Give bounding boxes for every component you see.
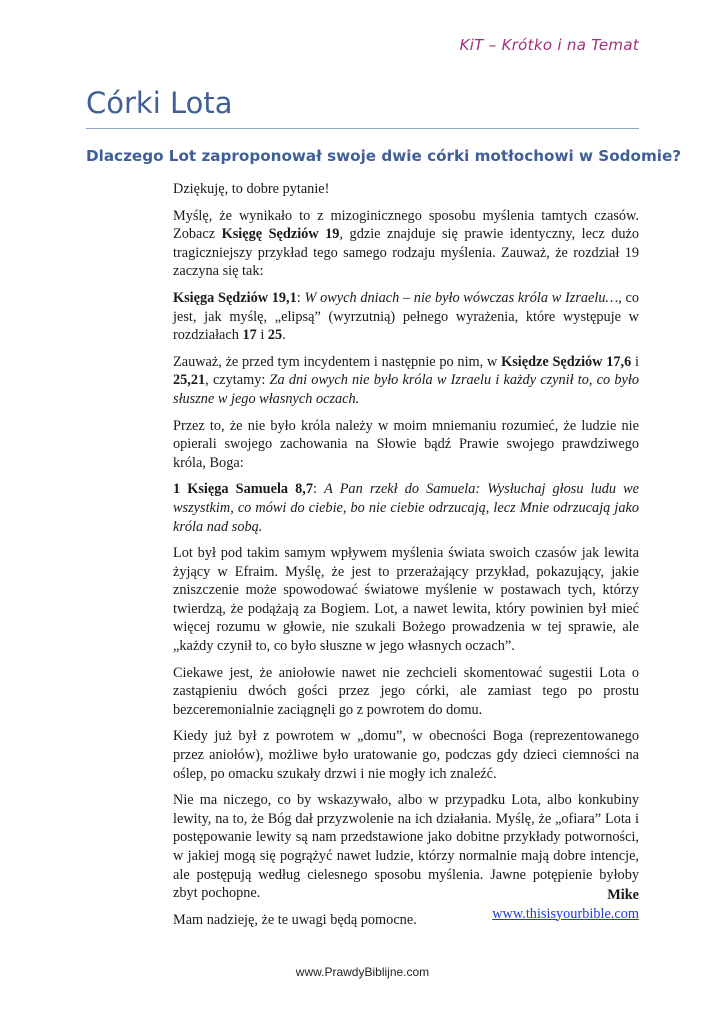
scripture-reference: 25,21 <box>173 372 206 389</box>
scripture-reference: Księgę Sędziów 19 <box>221 226 340 243</box>
signature-block <box>173 886 639 923</box>
author-name: Mike <box>607 887 639 903</box>
paragraph-9: Kiedy już był z powrotem w „domu”, w obecności Boga (reprezentowanego przez aniołów), możliwe było uratowanie go, podczas gdy dzieci ciemności na oślep, po omacku szukały drzwi i nie mogły ich znaleźć. <box>173 728 639 782</box>
scripture-quote: Za dni owych nie było króla w Izraelu i każdy czynił to, co było słuszne w jego własnych oczach. <box>173 372 639 407</box>
scripture-reference: Księga Sędziów 19,1 <box>173 289 297 306</box>
scripture-reference: Księdze Sędziów 17,6 <box>501 353 632 370</box>
footer-url: www.PrawdyBiblijne.com <box>295 965 430 979</box>
chapter-number: 25 <box>267 327 283 344</box>
text: , gdzie znajduje się prawie identyczny, lecz dużo tragiczniejszy przykład tego samego rodzaju myślenia. Zauważ, że rozdział 19 zaczyna się tak: <box>173 226 639 280</box>
text: i <box>631 353 640 370</box>
scripture-quote: A Pan rzekł do Samuela: Wysłuchaj głosu ludu we wszystkim, co mówi do ciebie, bo nie ciebie odrzucają, lecz Mnie odrzucają jako króla nad sobą. <box>173 481 640 535</box>
title-divider <box>86 128 639 129</box>
paragraph-2 <box>173 207 639 281</box>
text: Myślę, że wynikało to z mizoginicznego sposobu myślenia tamtych czasów. Zobacz <box>173 207 639 243</box>
text: i <box>256 327 268 344</box>
paragraph-8: Ciekawe jest, że aniołowie nawet nie zechcieli skomentować sugestii Lota o zastąpieniu dwóch gości przez jego córki, ale zamiast tego po prostu bezceremonialnie zaciągnęli go z powrotem do domu. <box>173 664 639 718</box>
paragraph-7: Lot był pod takim samym wpływem myślenia świata swoich czasów jak lewita żyjący w Efraim. Myślę, że jest to przerażający przykład, pokazujący, jakie zniszczenie może spowodować światowe myślenie w postawach tych, którzy twierdzą, że podążają za Bogiem. Lot, a nawet lewita, który powinien był mieć więcej rozumu w głowie, nie szukali Bożego prowadzenia w tej sprawie, ale „każdy czynił to, co było słuszne w jego własnych oczach”. <box>173 545 639 655</box>
question-heading: Dlaczego Lot zaproponował swoje dwie córki motłochowi w Sodomie? <box>86 147 682 165</box>
text: , co jest, jak myślę, „elipsą” (wyrzutnią) pełnego wyrażenia, które występuje w rozdziałach <box>173 289 639 344</box>
scripture-quote: W owych dniach – nie było wówczas króla w Izraelu… <box>304 289 619 306</box>
paragraph-10: Nie ma niczego, co by wskazywało, albo w przypadku Lota, albo konkubiny lewity, na to, że Bóg dał przyzwolenie na ich działania. Myślę, że „ofiara” Lota i postępowanie lewity są nam przedstawione jako dobitne przykłady potworności, w jakiej mogą się pogrążyć nawet ludzie, którzy normalnie mają dobre intencje, ale postępują według cielesnego sposobu myślenia. Jawne potępienie byłoby zbyt pochopne. <box>173 792 639 902</box>
text: : <box>313 481 325 498</box>
paragraph-3 <box>173 289 639 345</box>
text: . <box>282 327 286 344</box>
text: : <box>296 289 305 306</box>
source-link[interactable]: www.thisisyourbible.com <box>492 905 639 922</box>
paragraph-6 <box>173 480 639 536</box>
paragraph-11: Mam nadzieję, że te uwagi będą pomocne. <box>173 911 417 928</box>
article-body <box>173 180 639 937</box>
header-brand: KiT – Krótko i na Temat <box>459 36 639 54</box>
chapter-number: 17 <box>242 327 257 344</box>
paragraph-1: Dziękuję, to dobre pytanie! <box>173 181 330 197</box>
paragraph-4 <box>173 353 639 409</box>
page-title: Córki Lota <box>86 86 233 120</box>
text: , czytamy: <box>205 372 270 389</box>
scripture-reference: 1 Księga Samuela 8,7 <box>173 481 314 498</box>
paragraph-5: Przez to, że nie było króla należy w moim mniemaniu rozumieć, że ludzie nie opierali swojego zachowania na Słowie bądź Prawie swojego prawdziwego króla, Boga: <box>173 417 639 471</box>
text: Zauważ, że przed tym incydentem i następnie po nim, w <box>173 353 502 370</box>
